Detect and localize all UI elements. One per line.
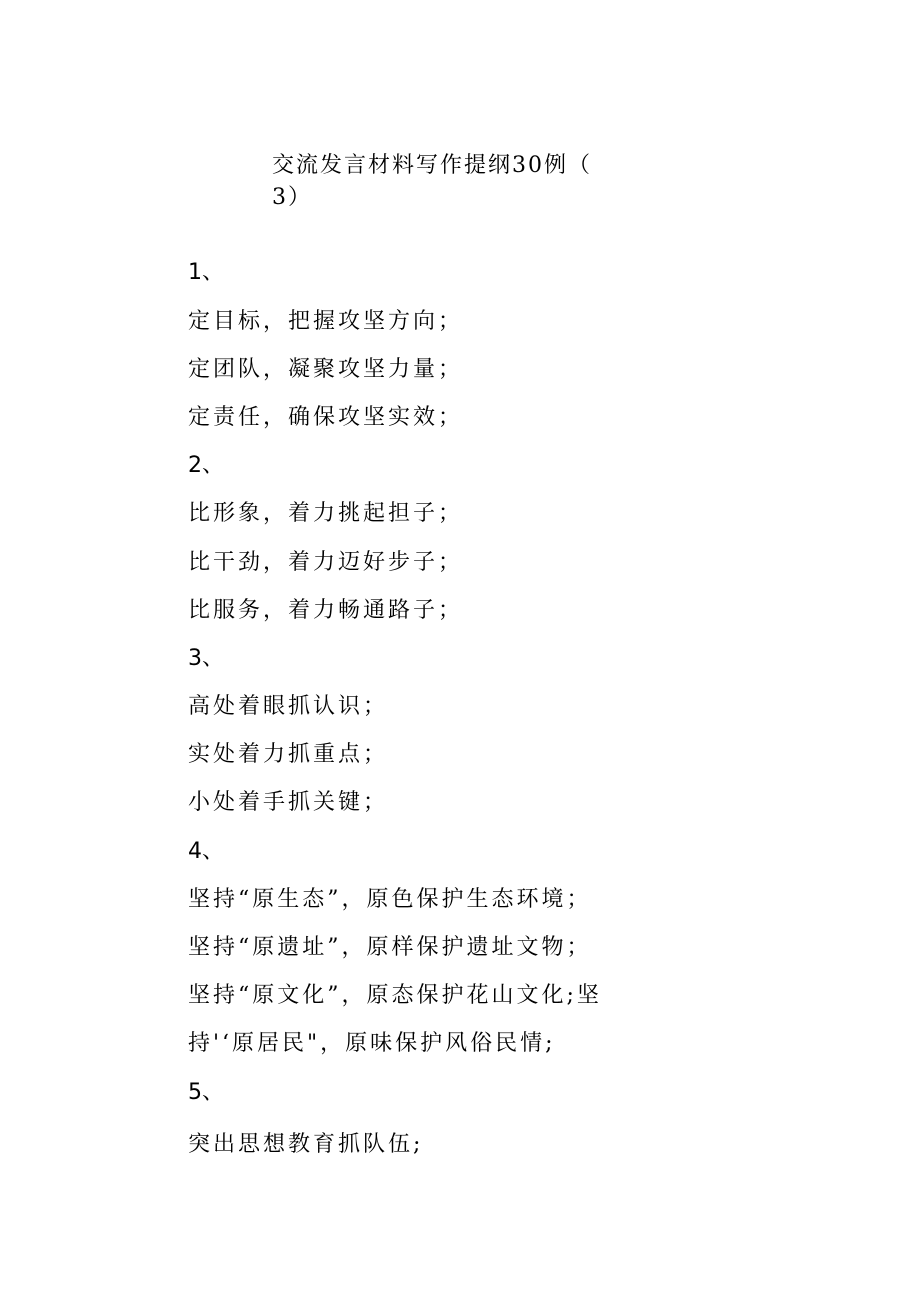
body-line: 小处着手抓关键； (188, 790, 389, 815)
body-line: 实处着力抓重点； (188, 742, 389, 767)
body-line: 坚持“原生态”，原色保护生态环境； (188, 887, 592, 912)
body-line: 比服务，着力畅通路子； (188, 598, 464, 623)
section-number-1: 1、 (188, 260, 224, 285)
body-line: 比干劲，着力迈好步子； (188, 550, 464, 575)
title-line-2: 3） (272, 185, 312, 210)
body-line: 比形象，着力挑起担子； (188, 501, 464, 526)
body-line: 坚持“原遗址”，原样保护遗址文物； (188, 935, 592, 960)
title-line-1: 交流发言材料写作提纲30例（ (272, 153, 592, 178)
body-line: 持'‘原居民"，原味保护风俗民情; (188, 1031, 556, 1056)
section-number-2: 2、 (188, 453, 224, 478)
section-number-4: 4、 (188, 839, 224, 864)
body-line: 定团队，凝聚攻坚力量； (188, 357, 464, 382)
body-line: 定目标，把握攻坚方向； (188, 309, 464, 334)
body-line: 定责任，确保攻坚实效； (188, 405, 464, 430)
body-line: 高处着眼抓认识； (188, 694, 389, 719)
section-number-3: 3、 (188, 646, 224, 671)
body-line: 突出思想教育抓队伍; (188, 1132, 424, 1157)
body-line: 坚持“原文化”，原态保护花山文化;坚 (188, 983, 602, 1008)
section-number-5: 5、 (188, 1080, 224, 1105)
document-title (272, 150, 602, 214)
